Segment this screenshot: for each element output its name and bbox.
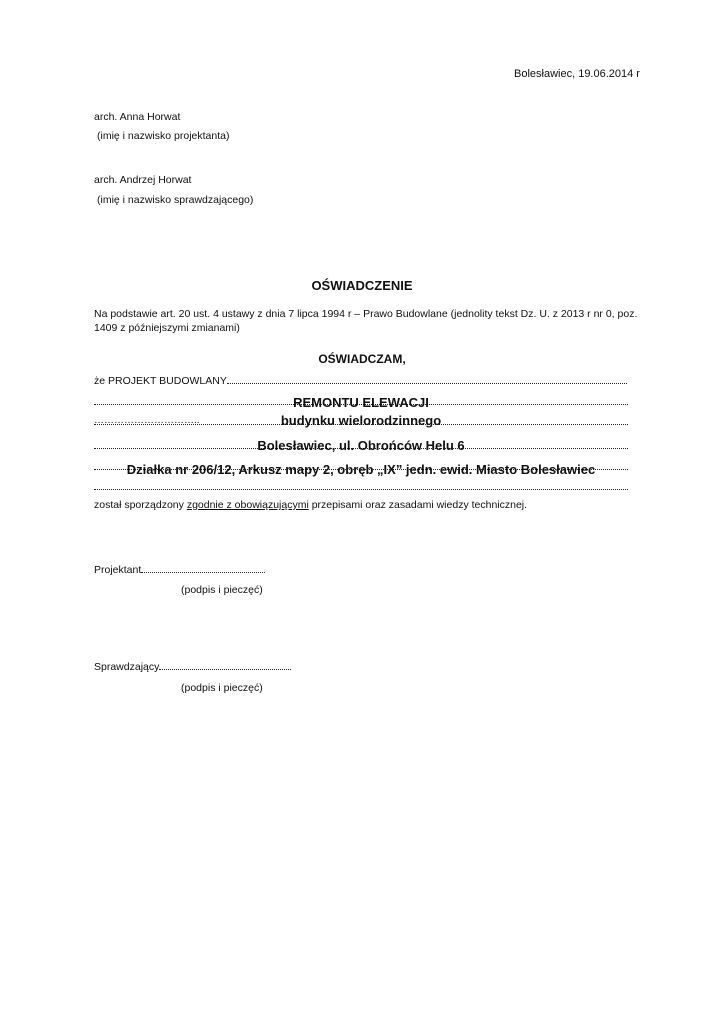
designer-caption: (imię i nazwisko projektanta) (97, 130, 230, 142)
closing-before: został sporządzony (94, 499, 187, 511)
dotted-line (94, 478, 628, 492)
legal-basis-line-2: 1409 z późniejszymi zmianami) (94, 322, 240, 334)
designer-signature-line (94, 563, 265, 576)
designer-signature-caption: (podpis i pieczęć) (181, 584, 263, 596)
verifier-name: arch. Andrzej Horwat (94, 174, 192, 186)
project-intro: że PROJEKT BUDOWLANY (94, 375, 227, 387)
closing-after: przepisami oraz zasadami wiedzy technicznej. (308, 499, 528, 511)
project-line-3: Bolesławiec, ul. Obrońców Helu 6 (257, 438, 465, 453)
project-intro-line (94, 374, 628, 387)
project-line-2-prefix: ………………………….. (94, 415, 200, 426)
verifier-signature-label: Sprawdzający (94, 661, 160, 673)
project-line-4: Działka nr 206/12, Arkusz mapy 2, obręb „IX” jedn. ewid. Miasto Bolesławiec (126, 462, 596, 477)
closing-sentence (94, 499, 527, 511)
project-line-1: REMONTU ELEWACJI (293, 395, 429, 410)
place-date: Bolesławiec, 19.06.2014 r (514, 68, 640, 80)
designer-name: arch. Anna Horwat (94, 111, 181, 123)
dotted-fill (227, 374, 628, 384)
project-line-2: budynku wielorodzinnego (280, 413, 442, 428)
verifier-caption: (imię i nazwisko sprawdzającego) (97, 194, 254, 206)
verifier-signature-caption: (podpis i pieczęć) (181, 682, 263, 694)
closing-underlined: zgodnie z obowiązującymi (186, 499, 309, 511)
declare-heading: OŚWIADCZAM, (318, 352, 406, 366)
designer-signature-label: Projektant (94, 564, 142, 576)
document-title: OŚWIADCZENIE (311, 278, 413, 293)
signature-dots (141, 563, 265, 573)
legal-basis-line-1: Na podstawie art. 20 ust. 4 ustawy z dnia 7 lipca 1994 r – Prawo Budowlane (jednolity tekst Dz. U. z 2013 r nr 0, poz. (94, 308, 638, 320)
verifier-signature-line (94, 660, 291, 673)
signature-dots (159, 660, 291, 670)
